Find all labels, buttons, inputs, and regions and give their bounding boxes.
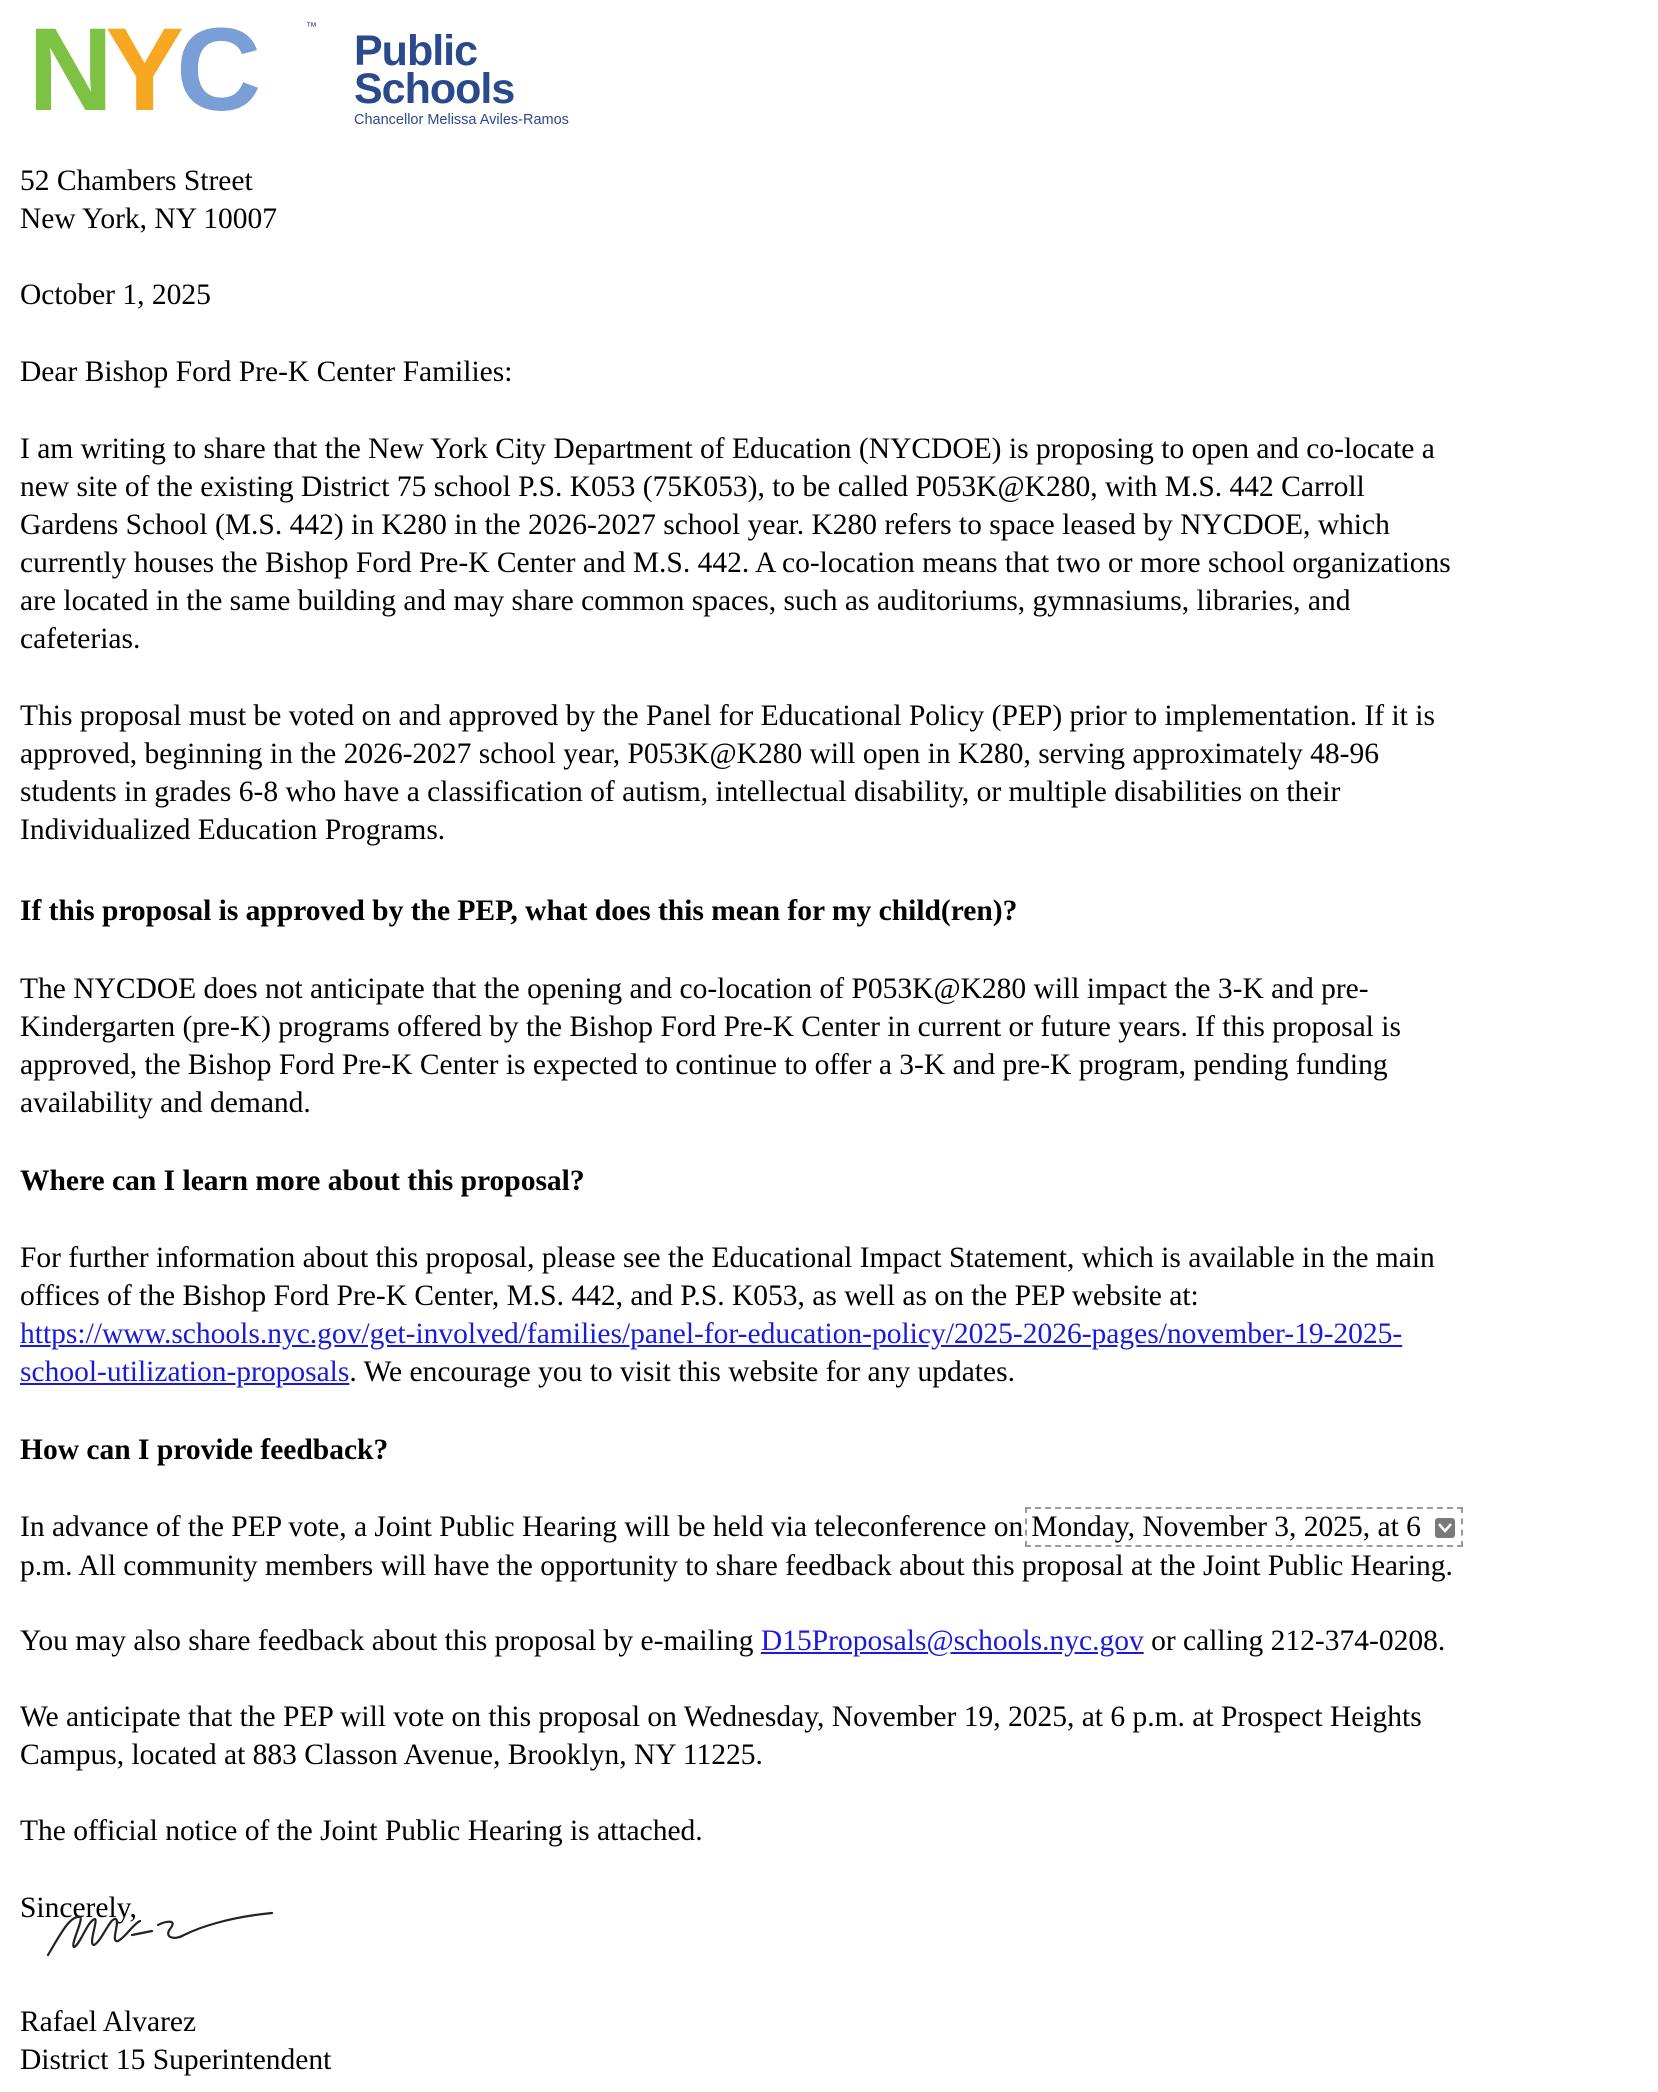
paragraph-line: Kindergarten (pre-K) programs offered by the Bishop Ford Pre-K Center in current or future years. If this proposal is [20,1011,1401,1043]
paragraph-line: availability and demand. [20,1087,311,1119]
intro-paragraph [20,430,1640,658]
hearing-date-field[interactable] [1025,1507,1463,1547]
notice-line [20,1812,1640,1850]
paragraph-line: For further information about this proposal, please see the Educational Impact Statement, which is available in the main [20,1242,1435,1274]
approval-paragraph [20,697,1640,849]
nyc-logo-letter: N [28,18,106,118]
chevron-down-icon[interactable] [1435,1518,1455,1538]
signer-block [20,2003,1640,2079]
nyc-logo-letters [28,18,258,118]
heading-learn-more [20,1162,1640,1200]
learn-paragraph [20,1239,1640,1391]
letter-date-text: October 1, 2025 [20,279,211,311]
paragraph-line [20,1507,1640,1547]
nyc-logo-letter: C [175,18,254,118]
nyc-public-schools-logo [28,18,588,128]
logo-wordmark [354,27,569,130]
paragraph-line: This proposal must be voted on and approved by the Panel for Educational Policy (PEP) prior to implementation. If it is [20,700,1435,732]
pep-website-link-line [20,1315,1640,1353]
hearing-paragraph [20,1507,1640,1585]
heading-meaning-text: If this proposal is approved by the PEP, what does this mean for my child(ren)? [20,895,1018,927]
salutation [20,353,1640,391]
paragraph-line: Gardens School (M.S. 442) in K280 in the 2026-2027 school year. K280 refers to space leased by NYCDOE, which [20,509,1390,541]
hearing-text: In advance of the PEP vote, a Joint Public Hearing will be held via teleconference on [20,1511,1024,1543]
paragraph-line: I am writing to share that the New York City Department of Education (NYCDOE) is proposing to open and co-locate a [20,433,1435,465]
pep-website-link[interactable]: https://www.schools.nyc.gov/get-involved/families/panel-for-education-policy/2025-2026-pages/november-19-2025- [20,1318,1403,1350]
after-link-text: . We encourage you to visit this website for any updates. [349,1356,1015,1388]
paragraph-line: We anticipate that the PEP will vote on this proposal on Wednesday, November 19, 2025, at 6 p.m. at Prospect Heights [20,1701,1422,1733]
nyc-logo-letter: Y [105,18,176,118]
heading-feedback-text: How can I provide feedback? [20,1434,389,1466]
paragraph-line: Individualized Education Programs. [20,814,446,846]
closing-text: Sincerely, [20,1892,137,1924]
logo-schools: Schools [354,65,515,113]
notice-text: The official notice of the Joint Public Hearing is attached. [20,1815,703,1847]
heading-meaning [20,892,1640,930]
email-text-before: You may also share feedback about this proposal by e-mailing [20,1625,761,1657]
paragraph-line: currently houses the Bishop Ford Pre-K Center and M.S. 442. A co-location means that two or more school organizations [20,547,1451,579]
paragraph-line: new site of the existing District 75 school P.S. K053 (75K053), to be called P053K@K280, with M.S. 442 Carroll [20,471,1365,503]
logo-public: Public [354,27,478,75]
nyc-logo-mark [28,18,318,118]
letter-date [20,276,1640,314]
salutation-text: Dear Bishop Ford Pre-K Center Families: [20,356,513,388]
trademark-symbol: ™ [306,21,317,33]
meaning-paragraph [20,970,1640,1122]
feedback-email-link[interactable]: D15Proposals@schools.nyc.gov [760,1625,1144,1657]
chancellor-name: Chancellor Melissa Aviles-Ramos [354,112,569,128]
heading-learn-text: Where can I learn more about this proposal? [20,1165,585,1197]
pep-website-link-continued[interactable]: school-utilization-proposals [20,1356,350,1388]
email-text-after: or calling 212-374-0208. [1143,1625,1446,1657]
address-city: New York, NY 10007 [20,203,278,235]
vote-paragraph [20,1698,1640,1774]
paragraph-line: approved, the Bishop Ford Pre-K Center is expected to continue to offer a 3-K and pre-K program, pending funding [20,1049,1388,1081]
heading-feedback [20,1431,1640,1469]
address-block [20,162,1640,238]
paragraph-line: cafeterias. [20,623,141,655]
paragraph-line: are located in the same building and may share common spaces, such as auditoriums, gymnasiums, libraries, and [20,585,1351,617]
email-paragraph [20,1622,1640,1660]
paragraph-line [20,1622,1640,1660]
paragraph-line: Campus, located at 883 Classon Avenue, Brooklyn, NY 11225. [20,1739,763,1771]
paragraph-line: offices of the Bishop Ford Pre-K Center, M.S. 442, and P.S. K053, as well as on the PEP website at: [20,1280,1199,1312]
paragraph-line: approved, beginning in the 2026-2027 school year, P053K@K280 will open in K280, serving approximately 48-96 [20,738,1380,770]
address-street: 52 Chambers Street [20,165,253,197]
hearing-date-value: Monday, November 3, 2025, at 6 [1031,1511,1421,1543]
paragraph-line: The NYCDOE does not anticipate that the opening and co-location of P053K@K280 will impact the 3-K and pre- [20,973,1369,1005]
paragraph-line [20,1353,1640,1391]
signer-name: Rafael Alvarez [20,2006,197,2038]
paragraph-line: p.m. All community members will have the opportunity to share feedback about this proposal at the Joint Public Hearing. [20,1550,1453,1582]
paragraph-line: students in grades 6-8 who have a classification of autism, intellectual disability, or multiple disabilities on their [20,776,1341,808]
signature-image [40,1895,280,1965]
signer-title: District 15 Superintendent [20,2044,332,2076]
